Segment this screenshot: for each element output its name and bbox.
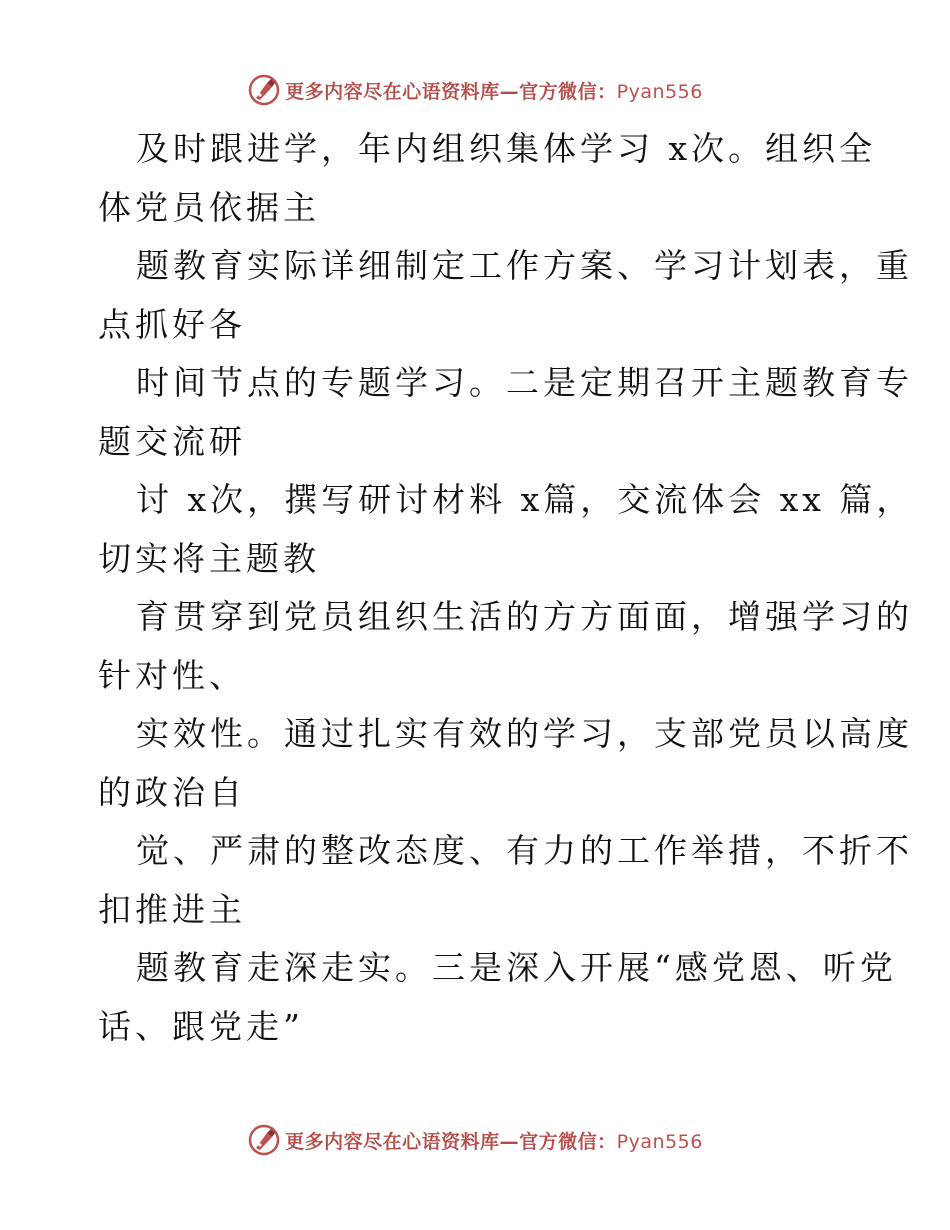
text-line: 时间节点的专题学习。二是定期召开主题教育专 xyxy=(136,363,913,402)
text-line: 及时跟进学，年内组织集体学习 x次。组织全 xyxy=(136,129,877,168)
watermark-text: 更多内容尽在心语资料库—官方微信：Pyan556 xyxy=(285,1130,703,1153)
text-line: 话、跟党走” xyxy=(98,1006,304,1046)
text-line: 切实将主题教 xyxy=(98,538,320,578)
watermark-text: 更多内容尽在心语资料库—官方微信：Pyan556 xyxy=(285,80,703,103)
document-body xyxy=(98,120,914,1056)
text-line: 点抓好各 xyxy=(98,304,246,344)
text-line: 讨 x次，撰写研讨材料 x篇，交流体会 xx 篇， xyxy=(136,480,914,519)
fountain-pen-seal-icon xyxy=(247,73,281,107)
text-line: 育贯穿到党员组织生活的方方面面，增强学习的 xyxy=(136,597,913,636)
text-line: 实效性。通过扎实有效的学习，支部党员以高度 xyxy=(136,714,913,753)
text-line: 针对性、 xyxy=(98,655,246,695)
text-line: 题教育实际详细制定工作方案、学习计划表，重 xyxy=(136,246,913,285)
text-line: 体党员依据主 xyxy=(98,187,320,227)
text-line: 的政治自 xyxy=(98,772,246,812)
text-line: 题交流研 xyxy=(98,421,246,461)
footer-watermark xyxy=(0,1120,950,1160)
text-line: 扣推进主 xyxy=(98,889,246,929)
text-line: 题教育走深走实。三是深入开展“感党恩、听党 xyxy=(136,948,897,987)
header-watermark xyxy=(0,70,950,110)
fountain-pen-seal-icon xyxy=(247,1123,281,1157)
text-line: 觉、严肃的整改态度、有力的工作举措，不折不 xyxy=(136,831,913,870)
